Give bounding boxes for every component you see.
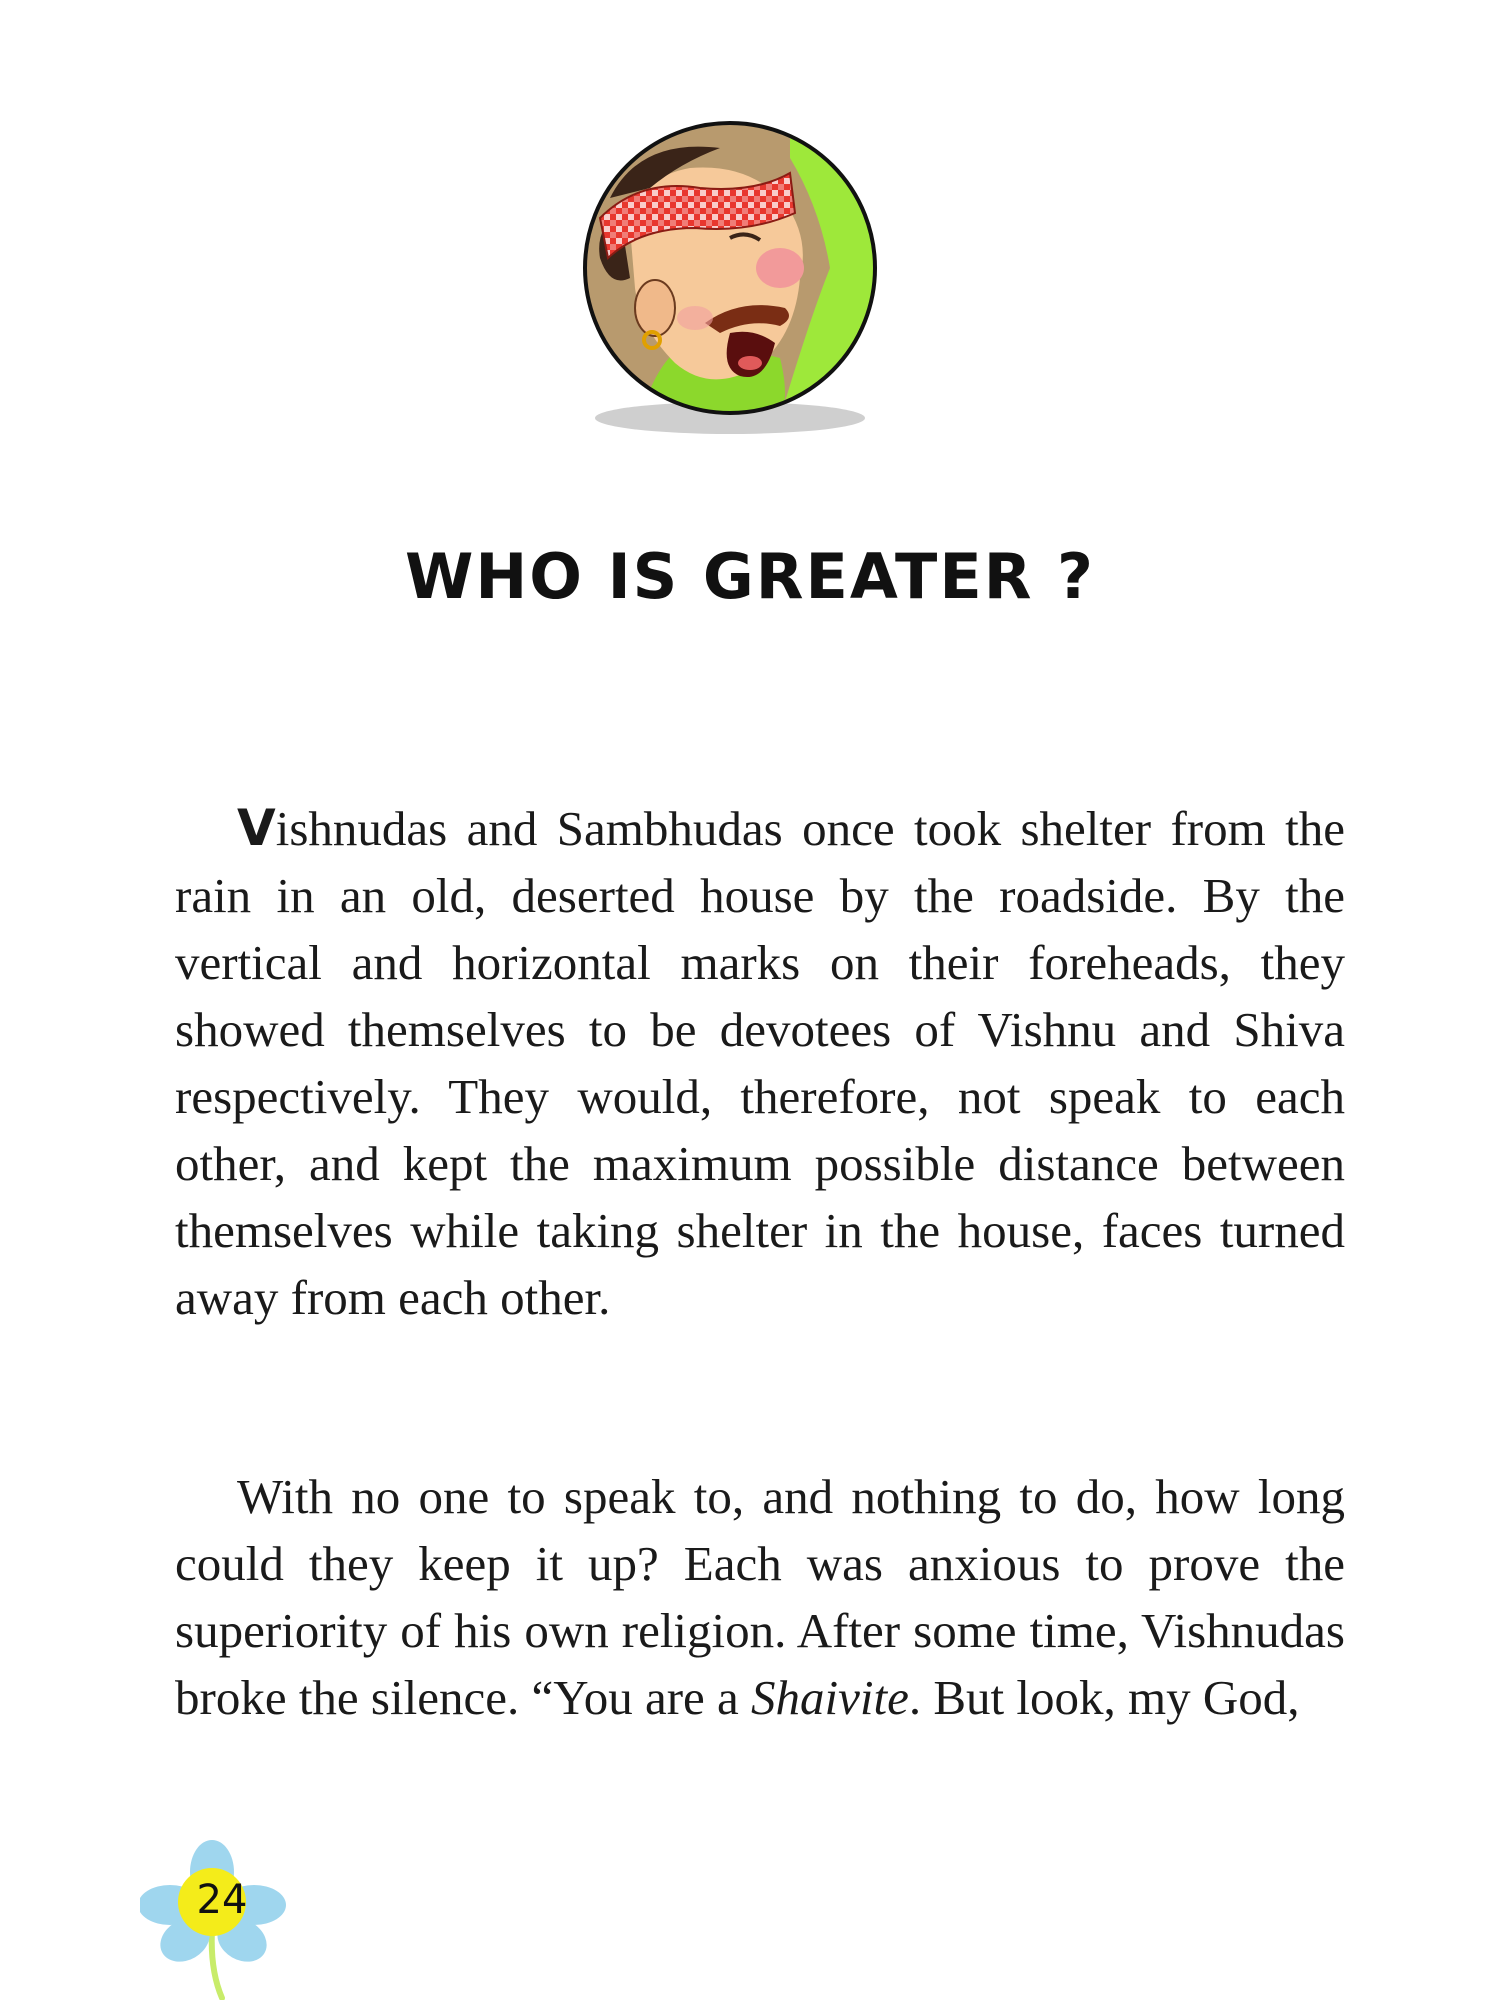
page-number: 24 bbox=[196, 1877, 248, 1923]
paragraph-2-text-end: . But look, my God, bbox=[908, 1670, 1300, 1725]
drop-letter: V bbox=[237, 799, 276, 857]
paragraph-2-emphasis: Shaivite bbox=[751, 1670, 909, 1725]
paragraph-1-text: ishnudas and Sambhudas once took shelter from the rain in an old, deserted house by the roadside. By the vertical and horizontal marks on their foreheads, they showed themselves to be devotees of Vishnu and Shiva respectively. They would, therefore, not speak to each other, and kept the maximum possible distance between themselves while taking shelter in the house, faces turned away from each other. bbox=[175, 801, 1345, 1325]
cartoon-man-portrait-icon bbox=[580, 118, 880, 438]
paragraph-2-text-start: With no one to speak to, and nothing to do, how long could they keep it up? Each was anxious to prove the superiority of his own religion. After some time, Vishnudas broke the silence. “You are a bbox=[175, 1469, 1345, 1725]
story-paragraph-1 bbox=[175, 795, 1345, 1331]
page-title: WHO IS GREATER ? bbox=[405, 540, 1095, 613]
story-paragraph-2 bbox=[175, 1463, 1345, 1731]
